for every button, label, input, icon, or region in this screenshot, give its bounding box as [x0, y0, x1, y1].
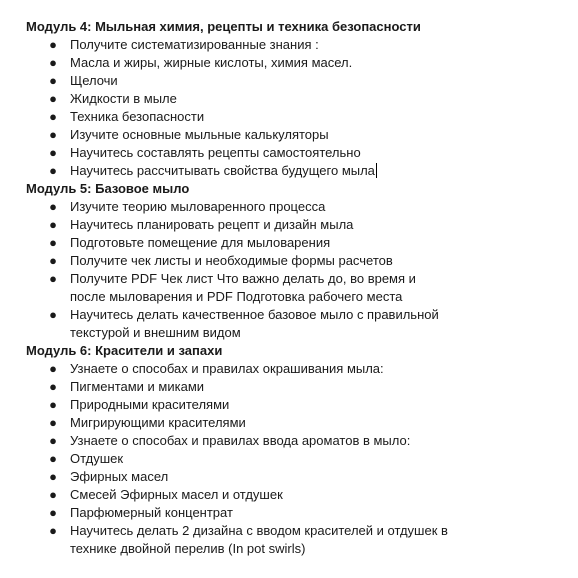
list-item-text: Научитесь рассчитывать свойства будущего мыла — [70, 163, 375, 178]
bullet-icon: ● — [49, 415, 57, 430]
list-item-text: Жидкости в мыле — [70, 91, 177, 106]
list-item-text: Техника безопасности — [70, 109, 205, 124]
list-item — [26, 450, 558, 468]
list-item — [26, 360, 558, 378]
list-item-text: Масла и жиры, жирные кислоты, химия масел. — [70, 55, 353, 70]
list-item — [26, 216, 558, 234]
bullet-icon: ● — [49, 433, 57, 448]
list-item — [26, 54, 558, 72]
module-6-heading: Модуль 6: Красители и запахи — [26, 343, 223, 358]
list-item-text: Научитесь составлять рецепты самостоятельно — [70, 145, 361, 160]
list-item — [26, 252, 558, 270]
list-item — [26, 522, 558, 558]
bullet-icon: ● — [49, 37, 57, 52]
module-6-list — [26, 360, 558, 558]
bullet-icon: ● — [49, 397, 57, 412]
bullet-icon: ● — [49, 307, 57, 322]
bullet-icon: ● — [49, 253, 57, 268]
list-item-text: Изучите теорию мыловаренного процесса — [70, 199, 326, 214]
bullet-icon: ● — [49, 271, 57, 286]
list-item-text: Эфирных масел — [70, 469, 169, 484]
list-item-text: Узнаете о способах и правилах окрашивания мыла: — [70, 361, 384, 376]
list-item-text: Мигрирующими красителями — [70, 415, 246, 430]
bullet-icon: ● — [49, 145, 57, 160]
list-item — [26, 144, 558, 162]
list-item-text: Смесей Эфирных масел и отдушек — [70, 487, 283, 502]
bullet-icon: ● — [49, 163, 57, 178]
list-item — [26, 126, 558, 144]
bullet-icon: ● — [49, 487, 57, 502]
module-6 — [26, 342, 558, 558]
module-5-list — [26, 198, 558, 342]
list-item-text: Научитесь делать качественное базовое мыло с правильной текстурой и внешним видом — [70, 307, 439, 340]
list-item — [26, 270, 558, 306]
list-item-text: Природными красителями — [70, 397, 230, 412]
list-item — [26, 234, 558, 252]
list-item-text: Научитесь делать 2 дизайна с вводом красителей и отдушек в технике двойной перелив (In pot swirls) — [70, 523, 448, 556]
list-item — [26, 108, 558, 126]
list-item-text: Щелочи — [70, 73, 118, 88]
list-item-text-editable[interactable] — [70, 162, 470, 180]
list-item — [26, 198, 558, 216]
list-item — [26, 468, 558, 486]
bullet-icon: ● — [49, 505, 57, 520]
bullet-icon: ● — [49, 235, 57, 250]
bullet-icon: ● — [49, 127, 57, 142]
bullet-icon: ● — [49, 109, 57, 124]
bullet-icon: ● — [49, 91, 57, 106]
module-4-list — [26, 36, 558, 180]
list-item — [26, 378, 558, 396]
list-item — [26, 396, 558, 414]
list-item — [26, 306, 558, 342]
bullet-icon: ● — [49, 361, 57, 376]
module-4 — [26, 18, 558, 180]
list-item[interactable] — [26, 162, 558, 180]
bullet-icon: ● — [49, 379, 57, 394]
list-item — [26, 414, 558, 432]
bullet-icon: ● — [49, 217, 57, 232]
list-item-text: Узнаете о способах и правилах ввода ароматов в мыло: — [70, 433, 411, 448]
list-item-text: Подготовьте помещение для мыловарения — [70, 235, 331, 250]
list-item — [26, 432, 558, 450]
bullet-icon: ● — [49, 523, 57, 538]
bullet-icon: ● — [49, 73, 57, 88]
bullet-icon: ● — [49, 451, 57, 466]
module-5-heading: Модуль 5: Базовое мыло — [26, 181, 190, 196]
module-5 — [26, 180, 558, 342]
list-item-text: Получите PDF Чек лист Что важно делать до, во время и после мыловарения и PDF Подготовка рабочего места — [70, 271, 416, 304]
list-item-text: Отдушек — [70, 451, 124, 466]
list-item-text: Изучите основные мыльные калькуляторы — [70, 127, 329, 142]
list-item-text: Получите чек листы и необходимые формы расчетов — [70, 253, 393, 268]
module-4-heading: Модуль 4: Мыльная химия, рецепты и техника безопасности — [26, 19, 421, 34]
bullet-icon: ● — [49, 55, 57, 70]
list-item — [26, 90, 558, 108]
list-item-text: Получите систематизированные знания : — [70, 37, 319, 52]
list-item — [26, 486, 558, 504]
text-cursor — [376, 163, 377, 178]
list-item — [26, 504, 558, 522]
list-item-text: Пигментами и миками — [70, 379, 205, 394]
list-item — [26, 72, 558, 90]
list-item-text: Научитесь планировать рецепт и дизайн мыла — [70, 217, 354, 232]
bullet-icon: ● — [49, 199, 57, 214]
bullet-icon: ● — [49, 469, 57, 484]
list-item-text: Парфюмерный концентрат — [70, 505, 233, 520]
list-item — [26, 36, 558, 54]
